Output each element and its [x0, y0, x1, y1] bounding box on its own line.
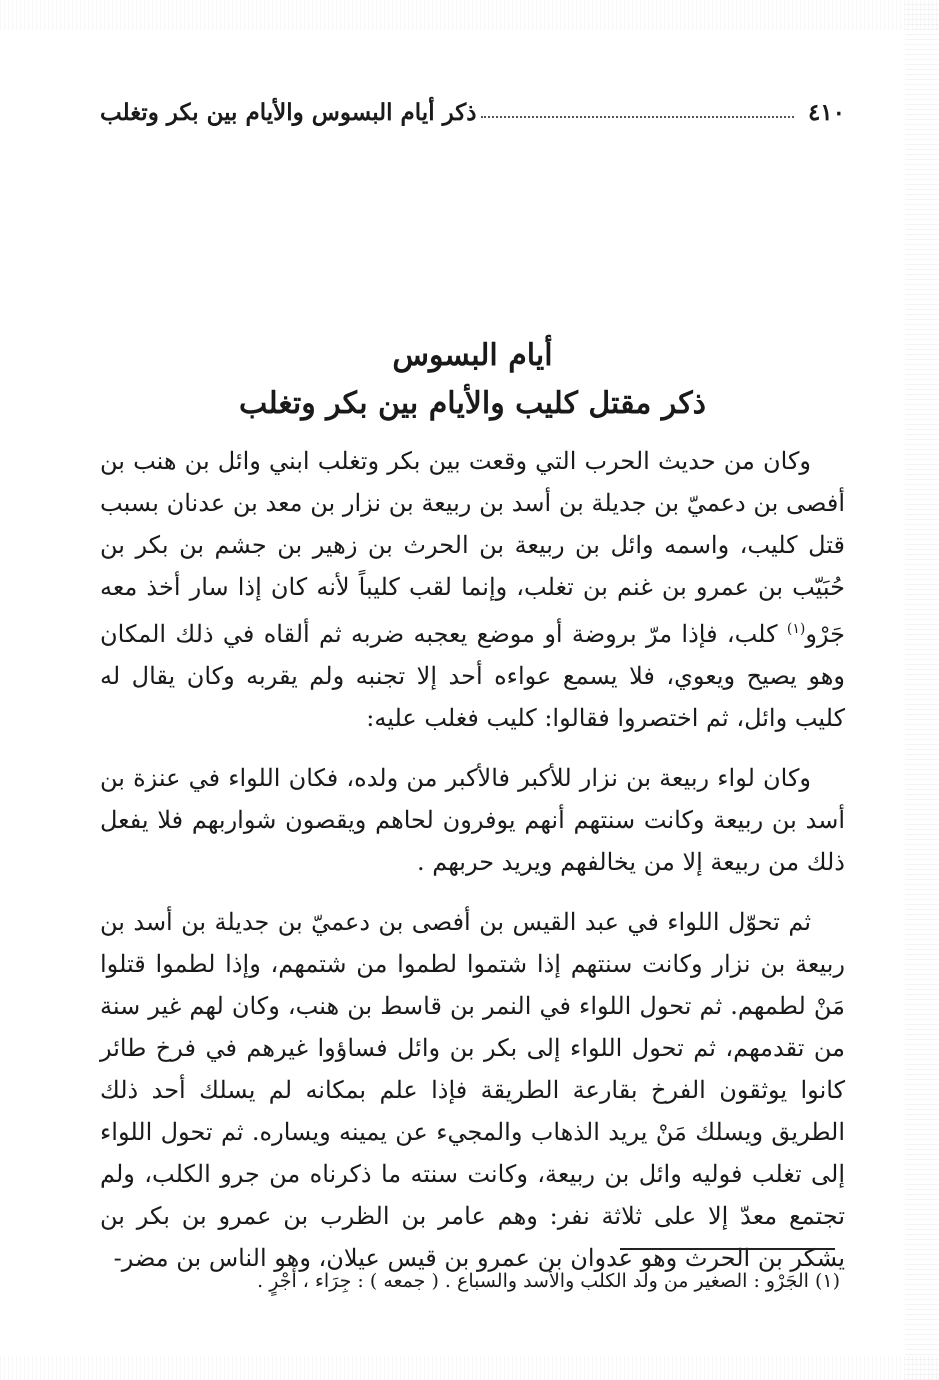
- paragraph-1: [100, 440, 845, 739]
- footnote-separator: [620, 1248, 835, 1250]
- chapter-heading: أيام البسوس: [392, 338, 553, 373]
- paragraph-3: ثم تحوّل اللواء في عبد القيس بن أفصى بن دعميّ بن جديلة بن أسد بن ربيعة بن نزار وكانت سنتهم إذا شتموا لطموا من شتمهم، وإذا لطموا قتلوا مَنْ لطمهم. ثم تحول اللواء في النمر بن قاسط بن هنب، وكان لهم غير سنة من تقدمهم، ثم تحول اللواء إلى بكر بن وائل فساؤوا غيرهم في فرخ طائر كانوا يوثقون الفرخ بقارعة الطريقة فإذا علم بمكانه لم يسلك أحد ذلك الطريق ويسلك مَنْ يريد الذهاب والمجيء عن يمينه ويساره. ثم تحول اللواء إلى تغلب فوليه وائل بن ربيعة، وكانت سنته ما ذكرناه من جرو الكلب، ولم تجتمع معدّ إلا على ثلاثة نفر: وهم عامر بن الظرب بن عمرو بن بكر بن يشكر بن الحرث وهو عدوان بن عمرو بن قيس عيلان، وهو الناس بن مضر-: [100, 908, 845, 1272]
- running-header: [100, 86, 845, 126]
- section-heading: ذكر مقتل كليب والأيام بين بكر وتغلب: [238, 386, 706, 421]
- header-dot-leader: [481, 116, 794, 118]
- scan-edge-bottom: [0, 1356, 939, 1380]
- main-text: [100, 440, 845, 1297]
- paragraph-1-part-a: وكان من حديث الحرب التي وقعت بين بكر وتغلب ابني وائل بن هنب بن أفصى بن دعميّ بن جديلة بن أسد بن ربيعة بن نزار بن معد بن عدنان بسبب قتل كليب، واسمه وائل بن ربيعة بن الحرث بن زهير بن جشم بن بكر بن حُبَيّب بن عمرو بن غنم بن تغلب، وإنما لقب كليباً لأنه كان إذا سار أخذ معه جَرْو: [100, 447, 845, 648]
- scan-edge-right: [905, 0, 939, 1380]
- page-number: ٤١٠: [807, 99, 845, 126]
- paragraph-1-part-b: كلب، فإذا مرّ بروضة أو موضع يعجبه ضربه ثم ألقاه في ذلك المكان وهو يصيح ويعوي، فلا يسمع عواءه أحد إلا تجنبه ولم يقربه وكان يقال له كليب وائل، ثم اختصروا فقالوا: كليب فغلب عليه:: [100, 620, 845, 732]
- scan-edge-top: [0, 0, 939, 30]
- paragraph-2: وكان لواء ربيعة بن نزار للأكبر فالأكبر من ولده، فكان اللواء في عنزة بن أسد بن ربيعة وكانت سنتهم أنهم يوفرون لحاهم ويقصون شواربهم فلا يفعل ذلك من ربيعة إلا من يخالفهم ويريد حربهم .: [100, 764, 845, 876]
- running-title: ذكر أيام البسوس والأيام بين بكر وتغلب: [100, 99, 477, 126]
- footnote-marker: (١): [786, 621, 806, 637]
- footnote: (١) الجَرْو : الصغير من ولد الكلب والأسد والسباع . ( جمعه ) : جِرَاء ، أجْرٍ .: [257, 1270, 840, 1292]
